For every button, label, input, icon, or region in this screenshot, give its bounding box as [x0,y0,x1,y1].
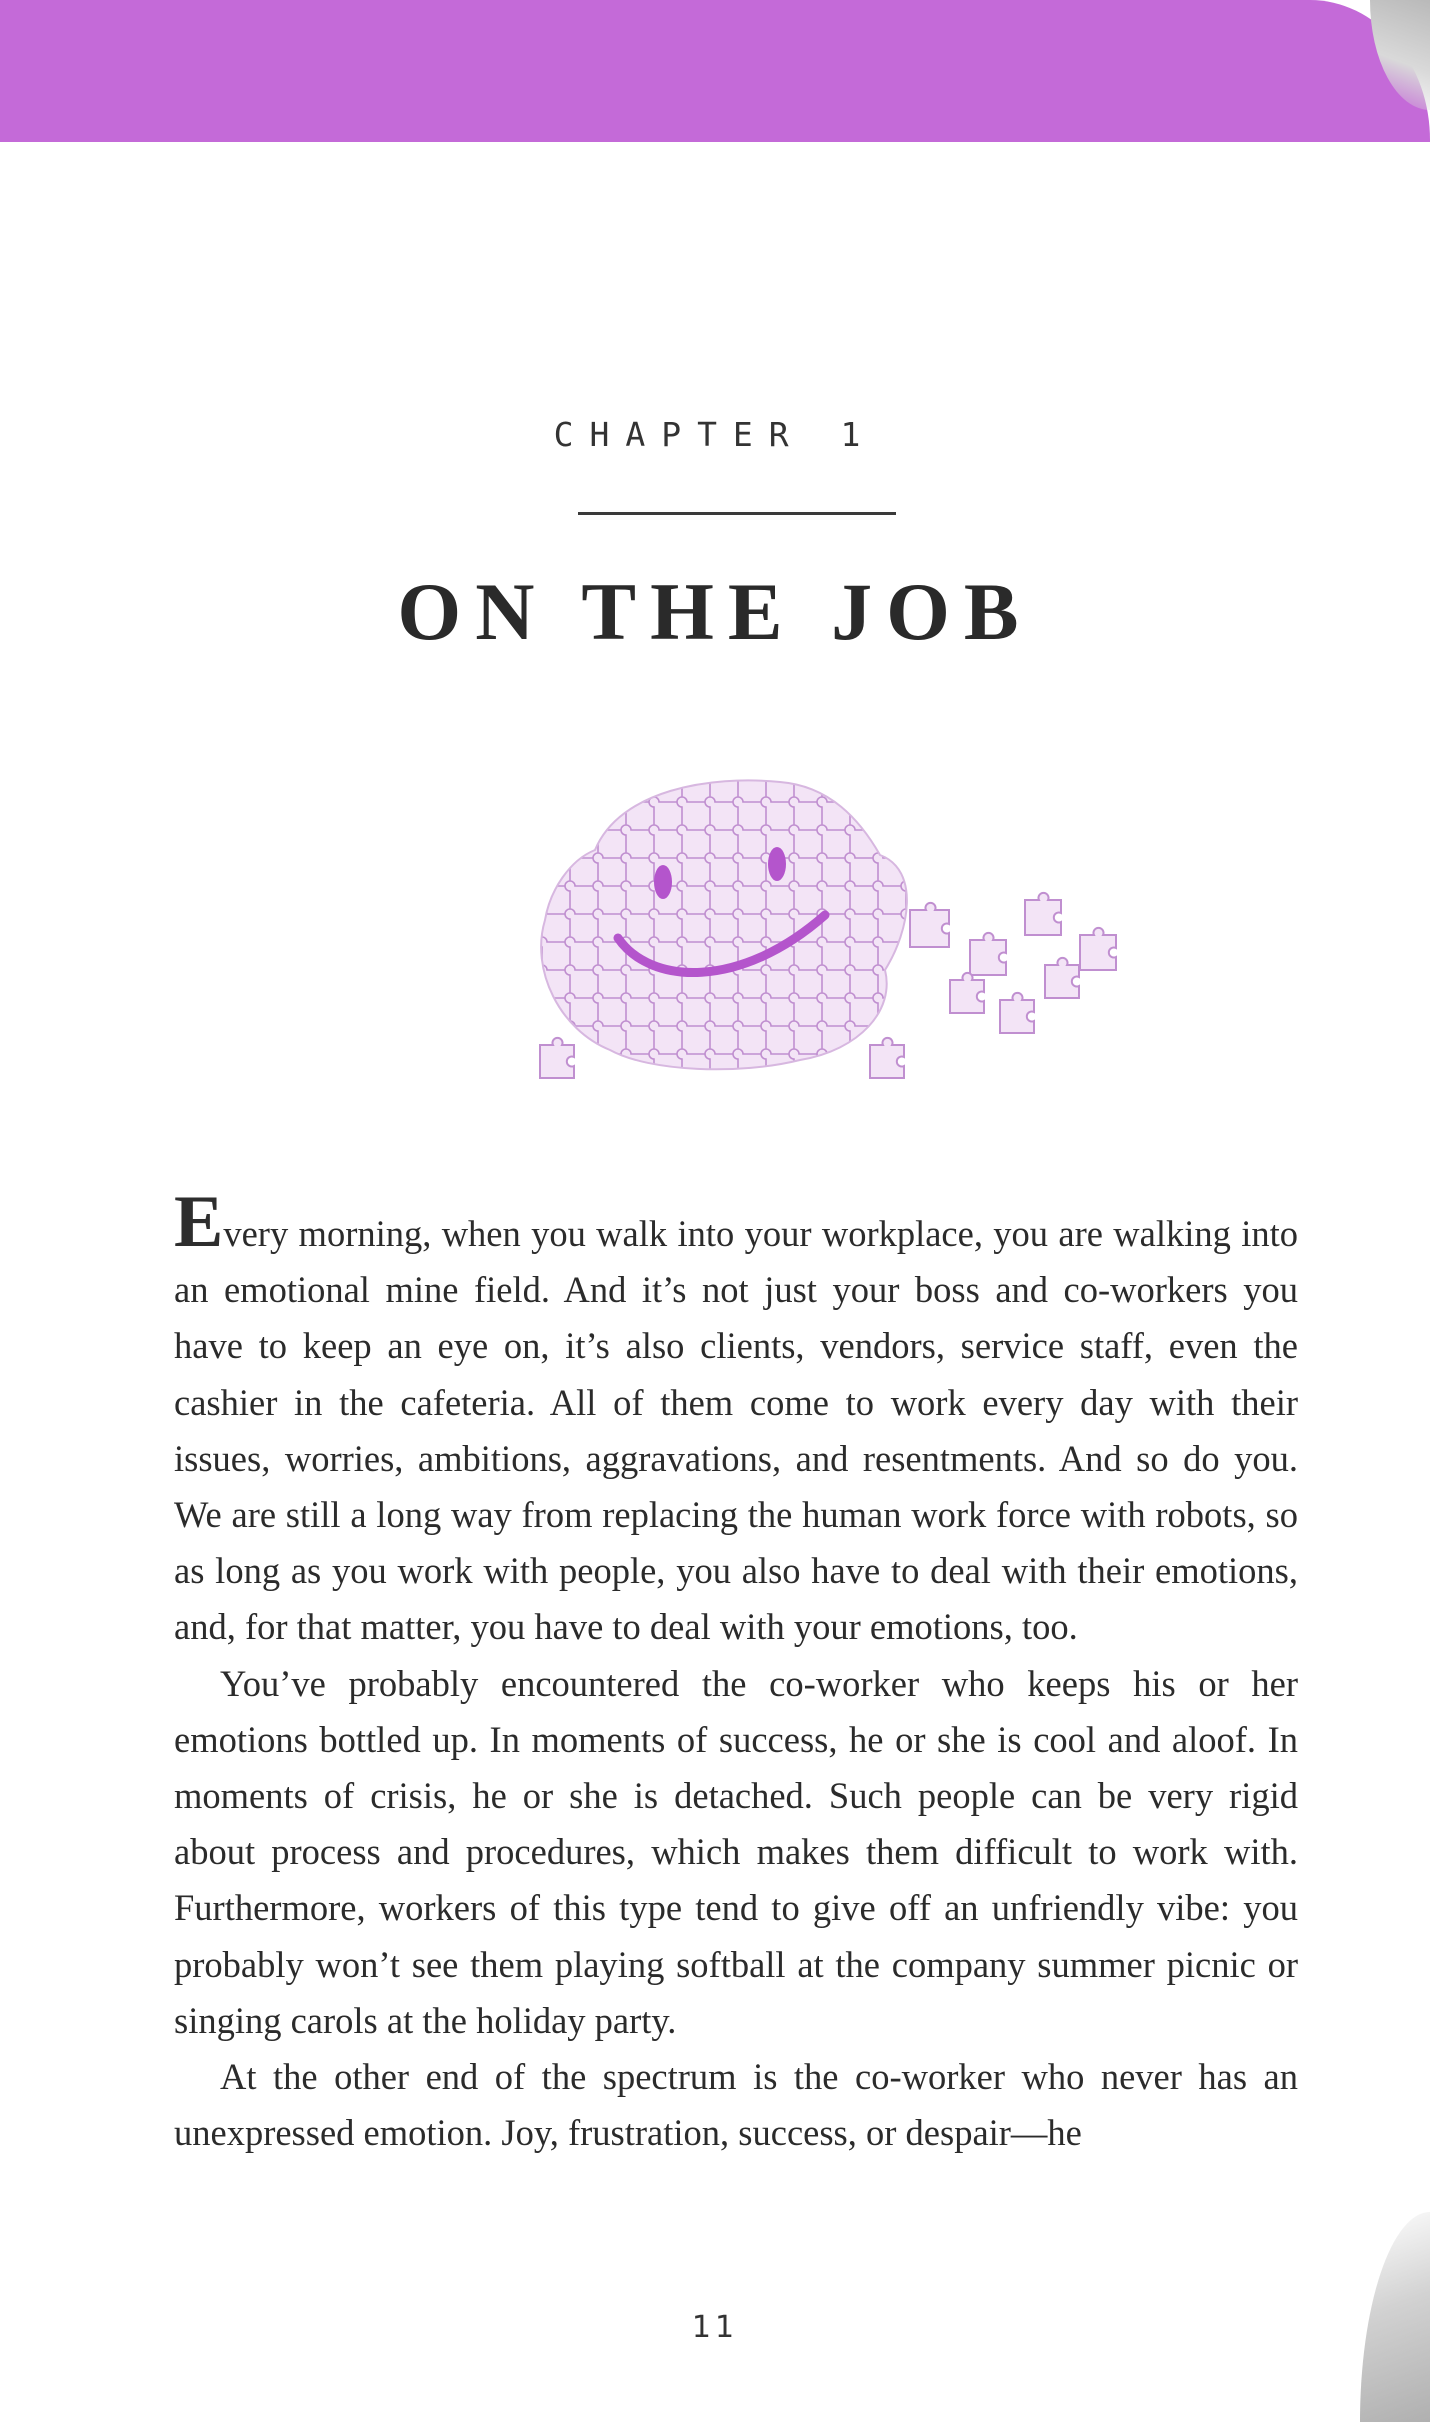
paragraph-1-text: very morning, when you walk into your workplace, you are walking into an emotional mine field. And it’s not just your boss and co-workers you have to keep an eye on, it’s also clients, vendors, service staff, even the cashier in the cafeteria. All of them come to work every day with their issues, worries, ambitions, aggravations, and resentments. And so do you. We are still a long way from replacing the human work force with robots, so as long as you work with people, you also have to deal with their emotions, and, for that matter, you have to deal with your emotions, too. [174,1213,1298,1648]
header-color-band [0,0,1430,142]
chapter-divider [578,512,896,515]
smiley-puzzle-blob [541,780,907,1069]
chapter-label: CHAPTER 1 [553,415,877,454]
paragraph-3: At the other end of the spectrum is the co-worker who never has an unexpressed emotion. Joy, frustration, success, or despair—he [174,2056,1298,2154]
page-number: 11 [691,2310,739,2345]
paragraph-1 [174,1181,1298,1656]
smiley-left-eye [654,865,672,899]
smiley-right-eye [768,847,786,881]
paragraph-2: You’ve probably encountered the co-worker who keeps his or her emotions bottled up. In moments of success, he or she is cool and aloof. In moments of crisis, he or she is detached. Such people can be very rigid about process and procedures, which makes them difficult to work with. Furthermore, workers of this type tend to give off an unfriendly vibe: you probably won’t see them playing softball at the company summer picnic or singing carols at the holiday party. [174,1662,1298,2041]
jigsaw-smiley-face-icon [500,760,1140,1120]
chapter-body-text [174,1181,1298,2161]
drop-cap: E [174,1181,224,1263]
chapter-title: ON THE JOB [397,566,1033,657]
